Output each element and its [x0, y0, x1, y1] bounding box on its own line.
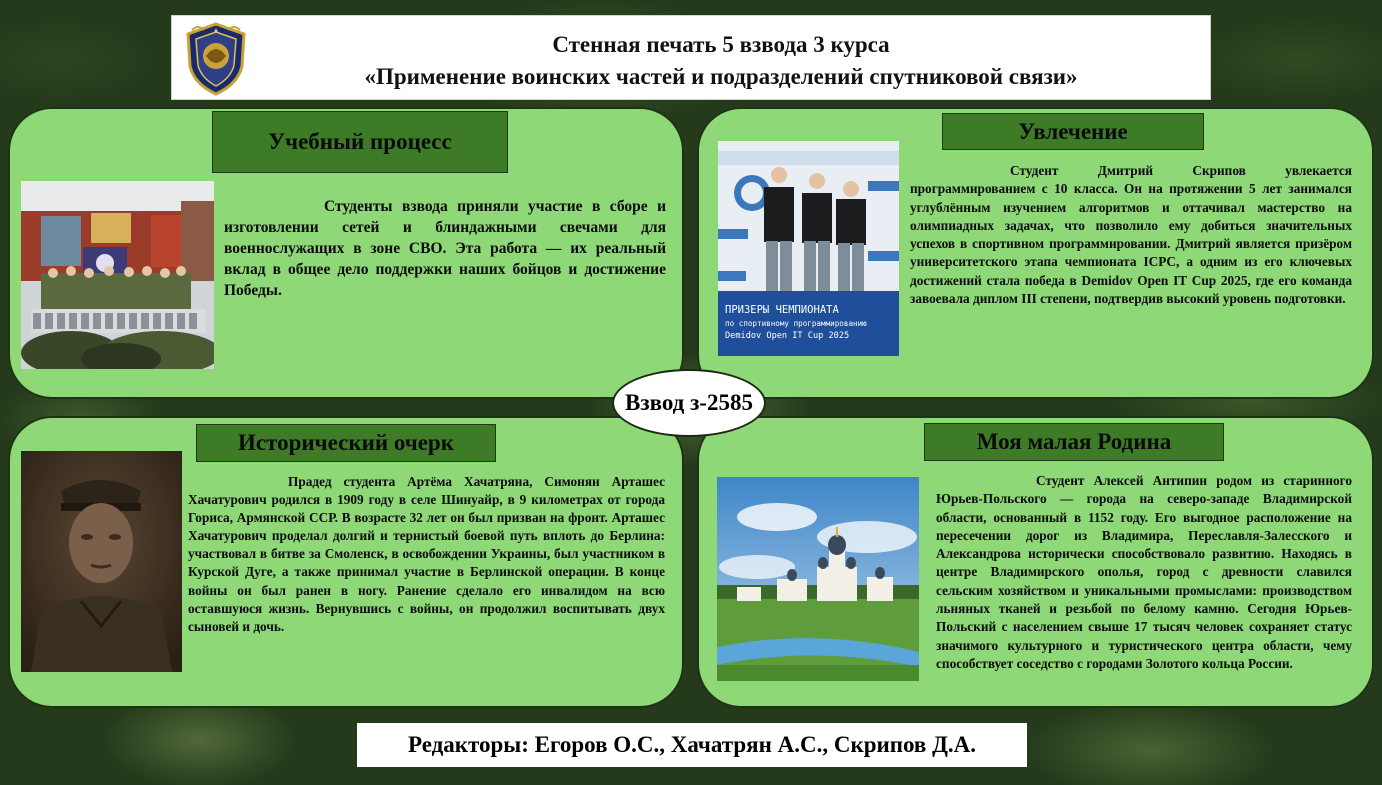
heading-homeland: Моя малая Родина — [924, 423, 1224, 461]
heading-study: Учебный процесс — [212, 111, 508, 173]
photo-study-group — [21, 181, 214, 369]
text-history: Прадед студента Артёма Хачатряна, Симонян Арташес Хачатурович родился в 1909 году в селе Шинуайр, в 9 километрах от города Гориса, Армянской ССР. В возрасте 32 лет он был призван на фронт. Арташес Хачатурович проделал долгий и тернистый боевой путь вплоть до Берлина: участвовал в битве за Смоленск, в освобождении Украины, был участником в Курской Дуге, а также принимал участие в Берлинской операции. В конце войны он был ранен в ногу. Ранение сделало его инвалидом на всю оставшуюся жизнь. Вернувшись с войны, он продолжил воспитывать двух сыновей и дочь. — [188, 474, 665, 634]
platoon-badge: Взвод з-2585 — [612, 369, 766, 437]
emblem-icon — [184, 22, 248, 96]
photo-caption-line3: Demidov Open IT Cup 2025 — [725, 331, 850, 341]
photo-caption-line2: по спортивному программированию — [725, 319, 867, 328]
heading-history: Исторический очерк — [196, 424, 496, 462]
text-hobby: Студент Дмитрий Скрипов увлекается программированием с 10 класса. Он на протяжении 5 лет занимался углублённым изучением алгоритмов и оттачивал мастерство на олимпиадных задачах, что позволило ему добиться значительных успехов в спортивном программировании. Дмитрий является призёром университетского этапа чемпионата ICPC, а одним из его ключевых достижений стала победа в Demidov Open IT Cup 2025, где его команда завоевала диплом III степени, подтвердив высокий уровень подготовки. — [910, 163, 1352, 307]
heading-hobby: Увлечение — [942, 113, 1204, 150]
photo-championship-winners — [718, 141, 899, 356]
header-banner — [171, 15, 1211, 100]
photo-caption-line1: ПРИЗЕРЫ ЧЕМПИОНАТА — [725, 304, 839, 316]
photo-great-grandfather-portrait — [21, 451, 182, 672]
editors-footer: Редакторы: Егоров О.С., Хачатрян А.С., Скрипов Д.А. — [357, 723, 1027, 767]
text-homeland: Студент Алексей Антипин родом из старинного Юрьев-Польского — города на северо-западе Владимирской области, основанный в 1152 году. Его выгодное расположение на пересечении дорог из Владимира, Переславля-Залесского и Александрова исторически способствовало развитию. Находясь в центре Владимирского ополья, город с древности славился сельским хозяйством и уникальными промыслами: производством льняных тканей и резьбой по белому камню. Сегодня Юрьев-Польский с населением свыше 17 тысяч человек сохраняет статус значимого культурного и туристического центра области, чему способствует соседство с городами Золотого кольца России. — [936, 473, 1352, 671]
photo-yuriev-polsky — [717, 477, 919, 681]
text-study: Студенты взвода приняли участие в сборе и изготовлении сетей и блиндажными свечами для военнослужащих в зоне СВО. Эта работа — их реальный вклад в общее дело поддержки наших бойцов и достижение Победы. — [224, 198, 666, 299]
poster-subtitle: «Применение воинских частей и подразделений спутниковой связи» — [364, 64, 1078, 89]
poster-title: Стенная печать 5 взвода 3 курса — [552, 32, 890, 57]
